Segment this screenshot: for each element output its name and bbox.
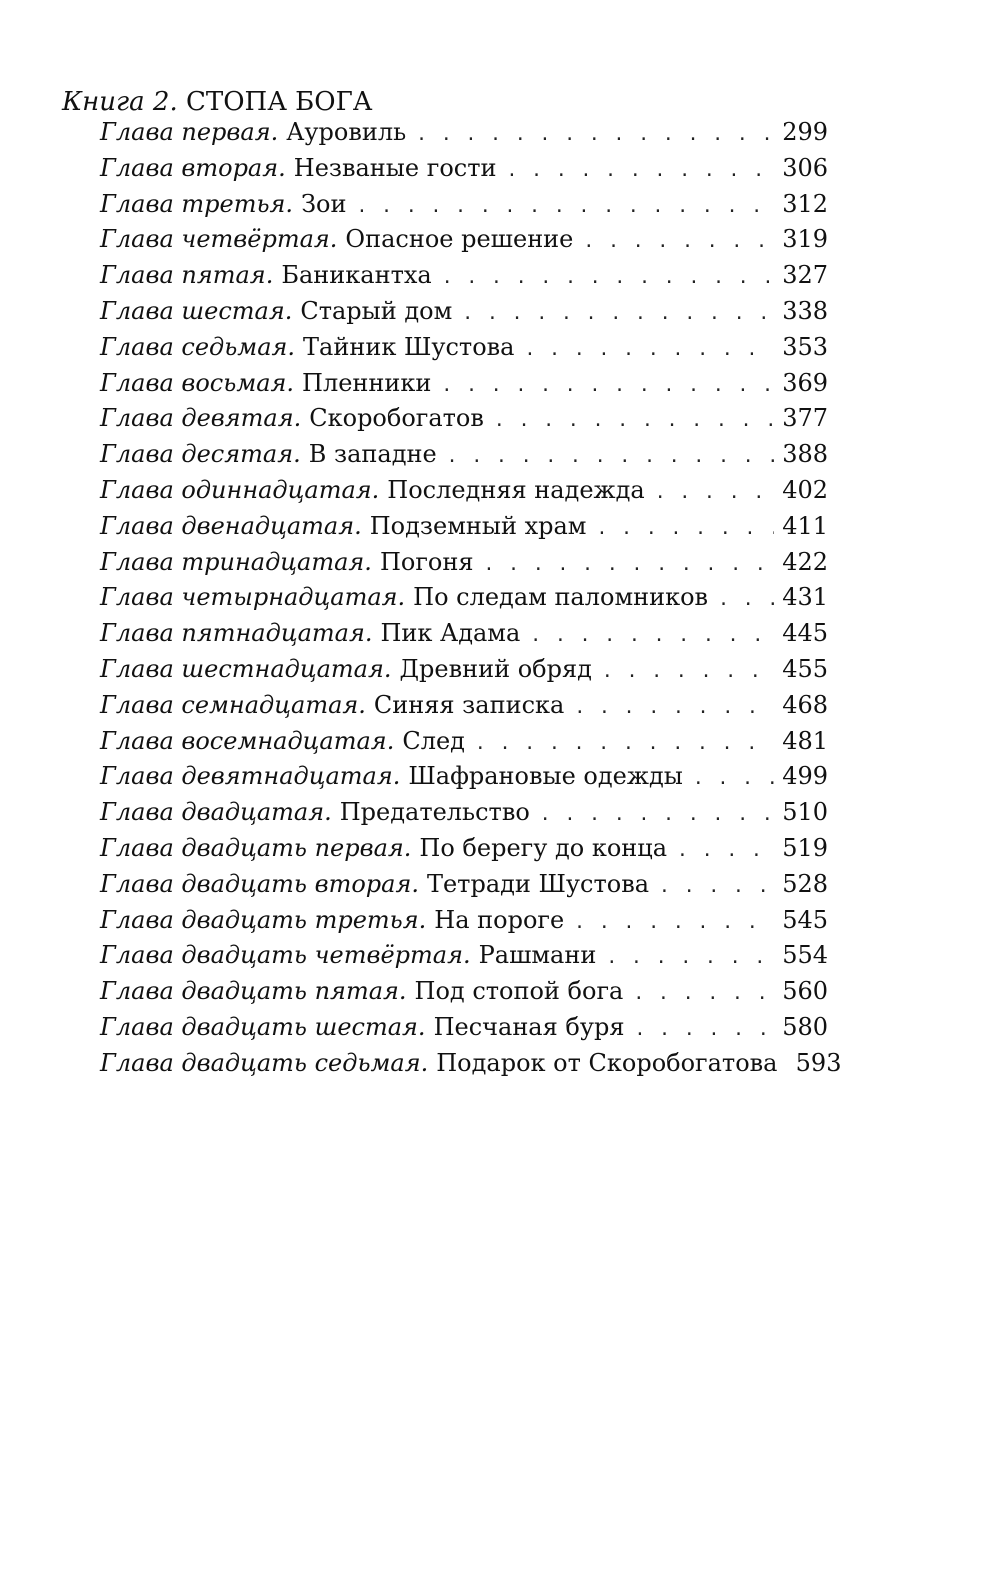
chapter-title: След <box>402 726 465 755</box>
chapter-title: В западне <box>308 440 437 469</box>
dot-leader <box>574 912 774 933</box>
dot-leader <box>447 446 774 467</box>
dot-leader <box>693 768 774 789</box>
dot-leader <box>602 661 774 682</box>
toc-entry <box>100 440 828 476</box>
chapter-label: Глава двадцать первая. <box>100 833 412 862</box>
chapter-title: По следам паломников <box>413 583 709 612</box>
dot-leader <box>718 589 774 610</box>
toc-entry <box>100 297 828 333</box>
dot-leader <box>634 1019 774 1040</box>
toc-entry <box>100 1013 828 1049</box>
dot-leader <box>633 983 774 1004</box>
chapter-title: Погоня <box>379 547 474 576</box>
page-number: 338 <box>782 296 828 325</box>
dot-leader <box>659 876 774 897</box>
toc-entry <box>100 404 828 440</box>
dot-leader <box>583 231 774 252</box>
toc-entry <box>100 655 828 691</box>
chapter-label: Глава третья. <box>100 189 294 218</box>
chapter-title: Пик Адама <box>380 619 521 648</box>
toc-entry <box>100 154 828 190</box>
page-number: 377 <box>782 404 828 433</box>
chapter-label: Глава тринадцатая. <box>100 547 372 576</box>
chapter-label: Глава седьмая. <box>100 332 296 361</box>
book-title: СТОПА БОГА <box>185 87 373 117</box>
chapter-title: Под стопой бога <box>414 977 624 1006</box>
page-number: 312 <box>782 189 828 218</box>
toc-entry <box>100 727 828 763</box>
chapter-label: Глава двадцать четвёртая. <box>100 941 471 970</box>
toc-entry <box>100 941 828 977</box>
chapter-title: Скоробогатов <box>309 404 484 433</box>
toc-entry <box>100 369 828 405</box>
chapter-title: По берегу до конца <box>419 833 668 862</box>
page-number: 306 <box>782 153 828 182</box>
page-number: 554 <box>782 941 828 970</box>
dot-leader <box>416 124 774 145</box>
chapter-label: Глава двадцать третья. <box>100 905 427 934</box>
toc-entry <box>100 691 828 727</box>
table-of-contents <box>100 118 842 1085</box>
chapter-label: Глава двадцать седьмая. <box>100 1048 429 1077</box>
chapter-label: Глава первая. <box>100 118 279 146</box>
dot-leader <box>475 733 774 754</box>
dot-leader <box>462 303 774 324</box>
page-number: 468 <box>782 690 828 719</box>
toc-entry <box>100 225 828 261</box>
toc-entry <box>100 548 828 584</box>
chapter-title: Подземный храм <box>369 511 587 540</box>
chapter-title: Незваные гости <box>293 153 497 182</box>
chapter-label: Глава шестнадцатая. <box>100 654 392 683</box>
page-number: 580 <box>782 1012 828 1041</box>
toc-entry <box>100 870 828 906</box>
chapter-label: Глава пятнадцатая. <box>100 619 373 648</box>
toc-entry <box>100 476 828 512</box>
dot-leader <box>356 196 774 217</box>
page-number: 528 <box>782 869 828 898</box>
dot-leader <box>494 410 774 431</box>
chapter-label: Глава четырнадцатая. <box>100 583 406 612</box>
page-number: 431 <box>782 583 828 612</box>
toc-entry <box>100 798 828 834</box>
chapter-label: Глава девятнадцатая. <box>100 762 401 791</box>
page-number: 593 <box>795 1048 842 1077</box>
page-number: 545 <box>782 905 828 934</box>
chapter-label: Глава двадцатая. <box>100 798 332 827</box>
chapter-title: Тетради Шустова <box>426 869 650 898</box>
chapter-title: На пороге <box>434 905 565 934</box>
page-number: 388 <box>782 440 828 469</box>
chapter-label: Глава двенадцатая. <box>100 511 362 540</box>
toc-entry <box>100 118 828 154</box>
toc-entry <box>100 333 828 369</box>
dot-leader <box>677 840 774 861</box>
chapter-label: Глава восьмая. <box>100 368 295 397</box>
chapter-title: Синяя записка <box>373 690 565 719</box>
toc-entry <box>100 512 828 548</box>
page-number: 319 <box>782 225 828 254</box>
toc-entry <box>100 762 828 798</box>
dot-leader <box>574 697 774 718</box>
chapter-label: Глава четвёртая. <box>100 225 338 254</box>
chapter-label: Глава шестая. <box>100 296 293 325</box>
chapter-title: Предательство <box>339 798 530 827</box>
chapter-title: Рашмани <box>478 941 597 970</box>
chapter-title: Опасное решение <box>345 225 574 254</box>
dot-leader <box>442 267 774 288</box>
dot-leader <box>524 339 774 360</box>
book-label: Книга 2. <box>62 87 178 117</box>
page-number: 402 <box>782 475 828 504</box>
page-number: 510 <box>782 798 828 827</box>
toc-entry <box>100 619 828 655</box>
chapter-label: Глава двадцать вторая. <box>100 869 419 898</box>
toc-entry <box>100 977 828 1013</box>
chapter-title: Шафрановые одежды <box>408 762 683 791</box>
chapter-title: Древний обряд <box>399 654 592 683</box>
chapter-label: Глава семнадцатая. <box>100 690 366 719</box>
toc-entry <box>100 906 828 942</box>
dot-leader <box>441 375 774 396</box>
chapter-label: Глава двадцать пятая. <box>100 977 407 1006</box>
toc-entry <box>100 1048 842 1085</box>
toc-entry <box>100 261 828 297</box>
chapter-title: Тайник Шустова <box>303 332 515 361</box>
chapter-title: Пленники <box>302 368 432 397</box>
toc-entry <box>100 583 828 619</box>
dot-leader <box>596 518 774 539</box>
chapter-title: Ауровиль <box>286 118 407 146</box>
page-number: 327 <box>782 261 828 290</box>
dot-leader <box>483 554 774 575</box>
chapter-title: Подарок от Скоробогатова <box>436 1048 778 1077</box>
dot-leader <box>655 482 774 503</box>
toc-entry <box>100 190 828 226</box>
page-number: 369 <box>782 368 828 397</box>
chapter-label: Глава двадцать шестая. <box>100 1012 426 1041</box>
toc-entry <box>100 834 828 870</box>
chapter-label: Глава восемнадцатая. <box>100 726 395 755</box>
chapter-label: Глава одиннадцатая. <box>100 475 380 504</box>
chapter-label: Глава пятая. <box>100 261 274 290</box>
page-number: 411 <box>782 511 828 540</box>
page-number: 560 <box>782 977 828 1006</box>
chapter-title: Песчаная буря <box>433 1012 625 1041</box>
dot-leader <box>506 160 774 181</box>
chapter-label: Глава десятая. <box>100 440 301 469</box>
dot-leader <box>606 947 774 968</box>
page-number: 299 <box>782 118 828 146</box>
dot-leader <box>530 625 774 646</box>
page-number: 422 <box>782 547 828 576</box>
chapter-title: Старый дом <box>300 296 453 325</box>
chapter-label: Глава вторая. <box>100 153 286 182</box>
dot-leader <box>540 804 774 825</box>
page-number: 455 <box>782 654 828 683</box>
page-number: 353 <box>782 332 828 361</box>
book-heading <box>62 86 373 118</box>
chapter-title: Последняя надежда <box>387 475 645 504</box>
page-number: 519 <box>782 833 828 862</box>
page-number: 499 <box>782 762 828 791</box>
chapter-label: Глава девятая. <box>100 404 302 433</box>
chapter-title: Зои <box>301 189 347 218</box>
chapter-title: Баникантха <box>281 261 432 290</box>
page-number: 445 <box>782 619 828 648</box>
page-number: 481 <box>782 726 828 755</box>
